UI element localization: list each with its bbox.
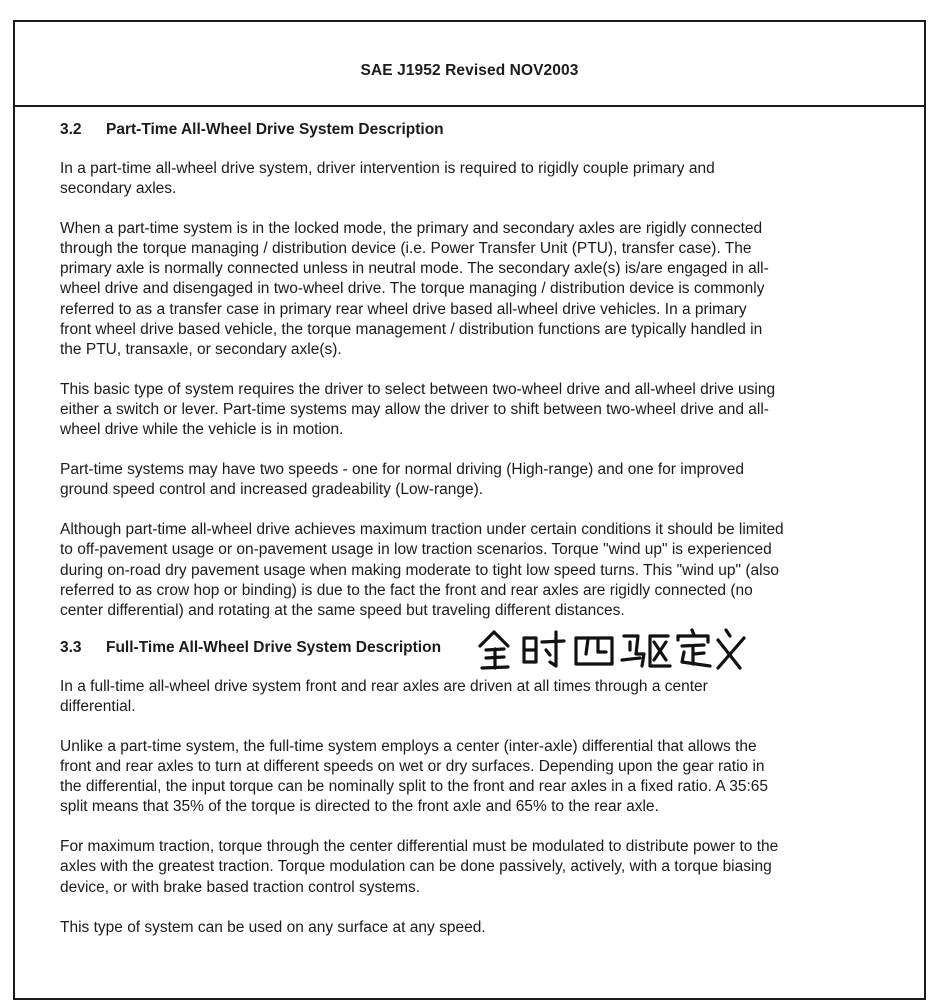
text-line: front and rear axles to turn at different speeds on wet or dry surfaces. Depending upon the gear ratio in — [60, 758, 765, 776]
text-line: In a full-time all-wheel drive system front and rear axles are driven at all times through a center — [60, 677, 708, 695]
paragraph — [60, 737, 860, 817]
text-line: center differential) and rotating at the same speed but traveling different distances. — [60, 601, 625, 619]
paragraph — [60, 918, 860, 938]
text-line: the PTU, transaxle, or secondary axle(s). — [60, 340, 342, 358]
text-line: This type of system can be used on any surface at any speed. — [60, 918, 486, 936]
text-line: In a part-time all-wheel drive system, driver intervention is required to rigidly couple primary and — [60, 160, 715, 177]
text-line: referred to as crow hop or binding) is due to the fact the front and rear axles are rigidly connected (no — [60, 581, 753, 599]
section-3-3-number: 3.3 — [60, 638, 82, 656]
text-line: wheel drive while the vehicle is in motion. — [60, 421, 344, 439]
text-line: Unlike a part-time system, the full-time system employs a center (inter-axle) differential that allows the — [60, 737, 757, 755]
text-line: ground speed control and increased gradeability (Low-range). — [60, 481, 484, 499]
text-line: front wheel drive based vehicle, the torque management / distribution functions are typically handled in — [60, 320, 763, 338]
text-line: split means that 35% of the torque is directed to the front axle and 65% to the rear axle. — [60, 798, 659, 816]
document-header — [15, 22, 924, 107]
paragraph — [60, 219, 860, 360]
text-line: the differential, the input torque can be nominally split to the front and rear axles in a fixed ratio. A 35:65 — [60, 778, 768, 796]
paragraph — [60, 677, 860, 717]
text-line: For maximum traction, torque through the center differential must be modulated to distribute power to the — [60, 838, 779, 856]
text-line: wheel drive and disengaged in two-wheel drive. The torque managing / distribution device is commonly — [60, 280, 765, 298]
text-line: When a part-time system is in the locked mode, the primary and secondary axles are rigidly connected — [60, 220, 763, 238]
text-line: Part-time systems may have two speeds - one for normal driving (High-range) and one for improved — [60, 461, 745, 479]
text-line: device, or with brake based traction control systems. — [60, 878, 421, 896]
paragraph — [60, 460, 860, 500]
handwritten-annotation — [472, 628, 752, 672]
paragraph — [60, 837, 860, 897]
document-body — [60, 120, 860, 958]
text-line: through the torque managing / distribution device (i.e. Power Transfer Unit (PTU), transfer case). The — [60, 240, 752, 258]
section-3-3-heading — [60, 638, 860, 658]
text-line: to off-pavement usage or on-pavement usage in low traction scenarios. Torque "wind up" is experienced — [60, 541, 772, 559]
text-line: Although part-time all-wheel drive achieves maximum traction under certain conditions it should be limited — [60, 521, 784, 539]
section-3-2-title: Part-Time All-Wheel Drive System Description — [106, 121, 444, 138]
text-line: primary axle is normally connected unless in neutral mode. The secondary axle(s) is/are engaged in all- — [60, 260, 769, 278]
text-line: axles with the greatest traction. Torque modulation can be done passively, actively, with a torque biasing — [60, 858, 772, 876]
text-line: secondary axles. — [60, 180, 177, 198]
text-line: differential. — [60, 697, 136, 715]
paragraph — [60, 520, 860, 620]
text-line: during on-road dry pavement usage when making moderate to tight low speed turns. This "wind up" (also — [60, 561, 779, 579]
paragraph — [60, 380, 860, 440]
text-line: This basic type of system requires the driver to select between two-wheel drive and all-wheel drive using — [60, 380, 776, 398]
text-line: either a switch or lever. Part-time systems may allow the driver to shift between two-wheel drive and all- — [60, 400, 769, 418]
section-3-2-number: 3.2 — [60, 121, 82, 138]
document-title: SAE J1952 Revised NOV2003 — [360, 62, 579, 79]
section-3-2-heading — [60, 120, 860, 140]
section-3-3-title: Full-Time All-Wheel Drive System Description — [106, 638, 442, 656]
text-line: referred to as a transfer case in primary rear wheel drive based all-wheel drive vehicles. In a primary — [60, 300, 747, 318]
paragraph — [60, 159, 860, 199]
